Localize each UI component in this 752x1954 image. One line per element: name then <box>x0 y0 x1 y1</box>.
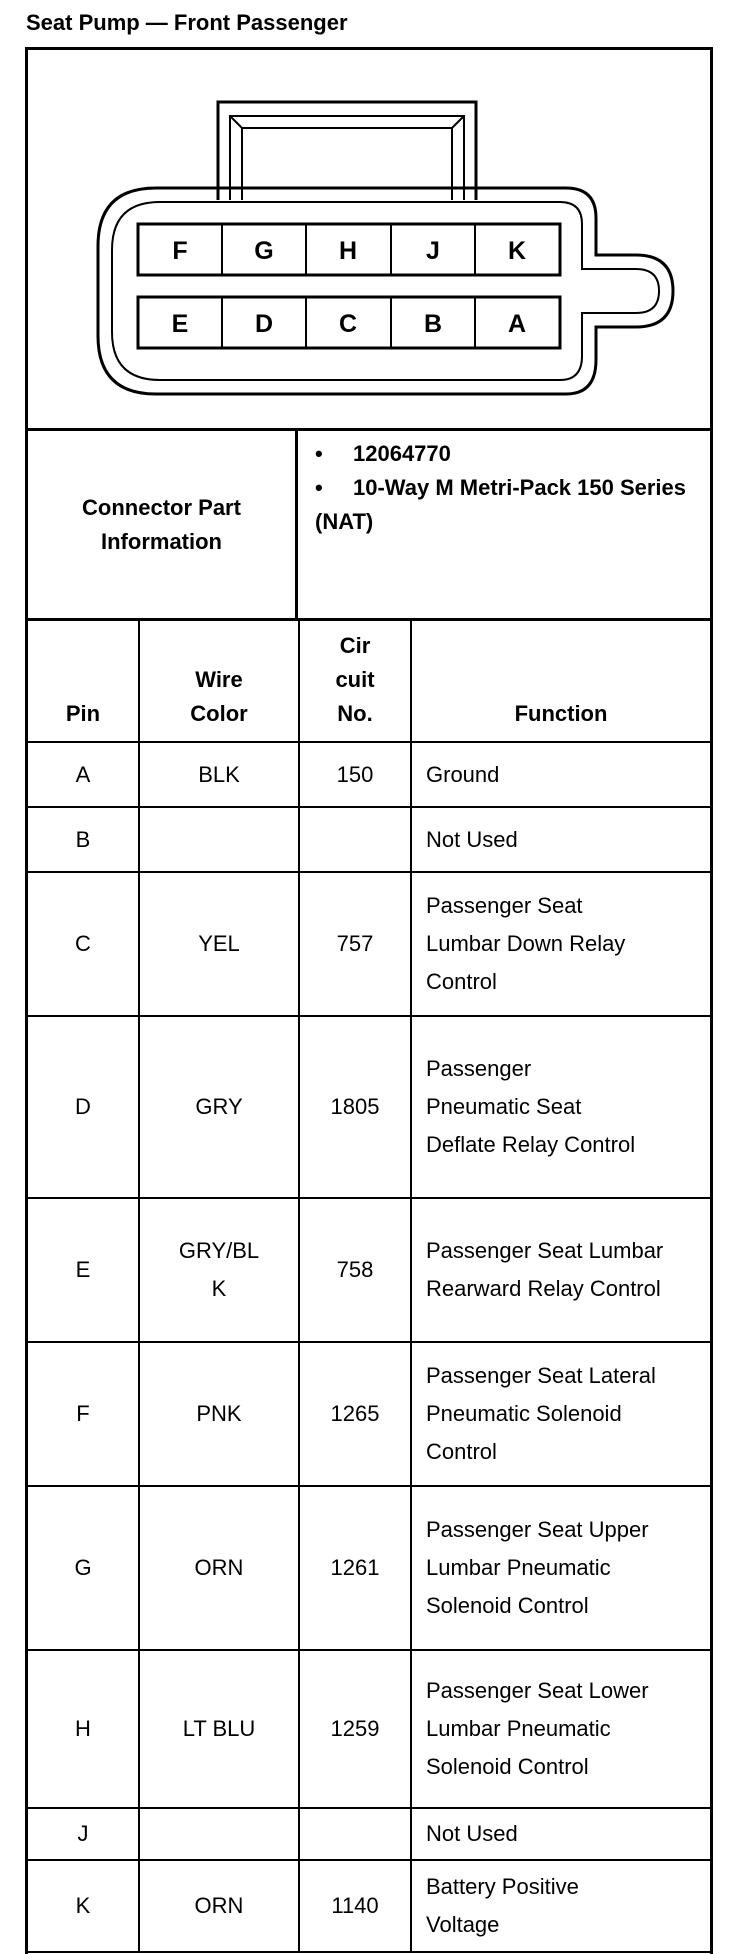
function-cell: Passenger Seat Upper Lumbar Pneumatic Solenoid Control <box>411 1486 710 1650</box>
function-cell: Passenger Seat Lateral Pneumatic Solenoid Control <box>411 1342 710 1486</box>
circuit-cell: 1265 <box>299 1342 411 1486</box>
table-row <box>28 1198 710 1342</box>
circuit-cell: 1261 <box>299 1486 411 1650</box>
circuit-cell <box>299 807 411 872</box>
pin-cell: J <box>28 1808 139 1860</box>
table-row <box>28 872 710 1016</box>
pin-table <box>28 621 710 1953</box>
circuit-cell: 1140 <box>299 1860 411 1952</box>
pin-label: A <box>507 310 527 338</box>
table-row <box>28 1650 710 1808</box>
function-cell: Passenger Pneumatic Seat Deflate Relay Control <box>411 1016 710 1198</box>
function-cell: Not Used <box>411 1808 710 1860</box>
pin-cell: C <box>28 872 139 1016</box>
wire-color-cell: YEL <box>139 872 299 1016</box>
header-circuit: Cir cuit No. <box>299 621 411 742</box>
pin-label: E <box>171 310 189 338</box>
function-cell: Passenger Seat Lower Lumbar Pneumatic Solenoid Control <box>411 1650 710 1808</box>
connector-info-label: Connector Part Information <box>28 431 298 618</box>
function-cell: Passenger Seat Lumbar Rearward Relay Control <box>411 1198 710 1342</box>
circuit-cell: 1805 <box>299 1016 411 1198</box>
table-header-row <box>28 621 710 742</box>
wire-color-cell <box>139 1808 299 1860</box>
pin-cell: K <box>28 1860 139 1952</box>
pin-cell: A <box>28 742 139 807</box>
connector-info-row <box>28 431 710 621</box>
pin-cell: H <box>28 1650 139 1808</box>
table-row <box>28 742 710 807</box>
header-function: Function <box>411 621 710 742</box>
pin-label: J <box>426 237 440 265</box>
wire-color-cell: PNK <box>139 1342 299 1486</box>
circuit-cell <box>299 1808 411 1860</box>
table-row <box>28 1342 710 1486</box>
header-pin: Pin <box>28 621 139 742</box>
wire-color-cell: ORN <box>139 1860 299 1952</box>
circuit-cell: 757 <box>299 872 411 1016</box>
pin-label: B <box>423 310 443 338</box>
wire-color-cell: BLK <box>139 742 299 807</box>
circuit-cell: 758 <box>299 1198 411 1342</box>
function-cell: Not Used <box>411 807 710 872</box>
pin-label: F <box>172 237 188 265</box>
wire-color-cell: GRY/BLK <box>139 1198 299 1342</box>
pin-label: D <box>254 310 274 338</box>
table-row <box>28 1016 710 1198</box>
housing-outer <box>98 188 673 394</box>
connector-info-values <box>301 431 710 618</box>
table-row <box>28 1486 710 1650</box>
table-row <box>28 1808 710 1860</box>
pin-label: C <box>338 310 358 338</box>
function-cell: Battery Positive Voltage <box>411 1860 710 1952</box>
part-number: • 12064770 <box>315 441 451 466</box>
pin-cell: D <box>28 1016 139 1198</box>
table-row <box>28 807 710 872</box>
wire-color-cell <box>139 807 299 872</box>
connector-table-frame <box>25 47 713 1954</box>
connector-face-drawing <box>28 50 710 428</box>
page-title: Seat Pump — Front Passenger <box>26 10 348 35</box>
pin-cell: E <box>28 1198 139 1342</box>
pin-label: H <box>338 237 358 265</box>
connector-type: • 10-Way M Metri-Pack 150 Series (NAT) <box>315 475 687 534</box>
pin-cell: F <box>28 1342 139 1486</box>
pin-label: K <box>507 237 527 265</box>
connector-diagram <box>28 50 710 431</box>
function-cell: Ground <box>411 742 710 807</box>
circuit-cell: 1259 <box>299 1650 411 1808</box>
pin-cell: B <box>28 807 139 872</box>
pin-label: G <box>254 237 274 265</box>
wire-color-cell: ORN <box>139 1486 299 1650</box>
circuit-cell: 150 <box>299 742 411 807</box>
wire-color-cell: LT BLU <box>139 1650 299 1808</box>
pin-cell: G <box>28 1486 139 1650</box>
function-cell: Passenger Seat Lumbar Down Relay Control <box>411 872 710 1016</box>
table-row <box>28 1860 710 1952</box>
header-wire-color: Wire Color <box>139 621 299 742</box>
wire-color-cell: GRY <box>139 1016 299 1198</box>
